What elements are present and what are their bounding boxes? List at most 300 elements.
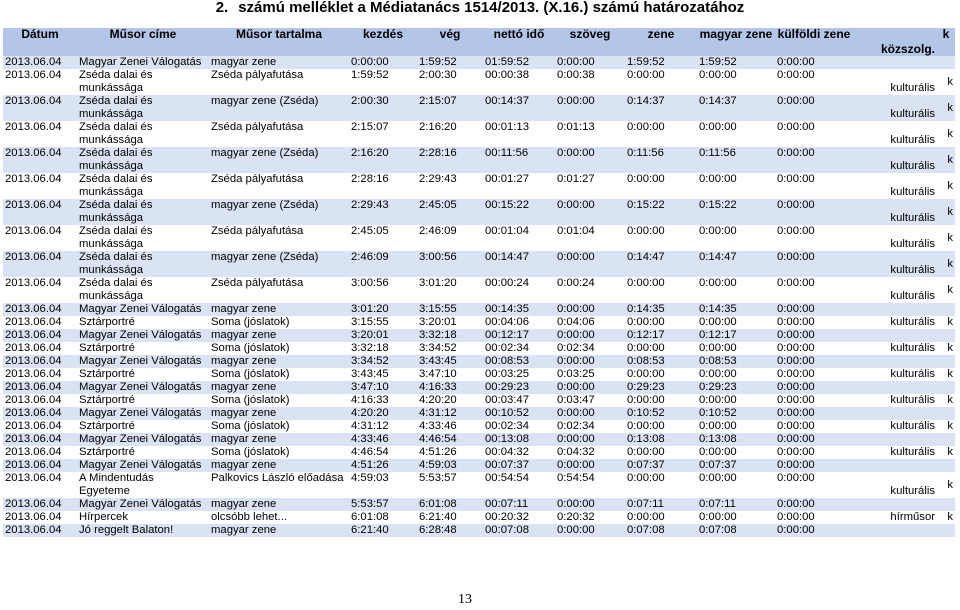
cell-hungarian-music: 1:59:52: [697, 56, 775, 69]
cell-k: k: [937, 251, 955, 277]
cell-end: 2:16:20: [419, 121, 457, 133]
cell-text: 0:00:00: [555, 95, 625, 121]
header-hungarian-music: magyar zene: [697, 28, 775, 56]
table-row: [3, 342, 955, 355]
cell-foreign-music: 0:00:00: [775, 355, 853, 368]
cell-date: 2013.06.04: [3, 199, 77, 225]
cell-hungarian-music: 0:07:37: [697, 459, 775, 472]
cell-program-content: Zséda pályafutása: [211, 277, 304, 289]
table-row: [3, 56, 955, 69]
cell-start: 2:28:16: [351, 173, 389, 185]
cell-date: 2013.06.04: [5, 420, 62, 432]
cell-date: 2013.06.04: [5, 316, 62, 328]
cell-text: 0:00:00: [555, 433, 625, 446]
table-row: [3, 511, 955, 524]
cell-foreign-music: 0:00:00: [775, 433, 853, 446]
cell-music: 0:11:56: [625, 147, 697, 173]
cell-net-time: 00:03:47: [485, 394, 529, 406]
header-date: Dátum: [3, 28, 77, 56]
cell-foreign-music: 0:00:00: [777, 342, 815, 354]
cell-start: 6:01:08: [351, 511, 389, 523]
cell-k: k: [947, 478, 953, 491]
cell-net-time: 00:11:56: [483, 147, 555, 173]
cell-end: 4:31:12: [417, 407, 483, 420]
cell-start: 3:01:20: [349, 303, 417, 316]
cell-music: 0:00:00: [627, 472, 665, 484]
cell-text: 0:00:00: [555, 459, 625, 472]
cell-k: [937, 433, 955, 446]
cell-k: k: [947, 420, 953, 432]
cell-k: k: [947, 394, 953, 406]
cell-k: [937, 524, 955, 537]
cell-k: [937, 407, 955, 420]
cell-net-time: 00:00:38: [485, 69, 529, 81]
page-title: [0, 0, 960, 16]
cell-k: [937, 355, 955, 368]
cell-k: k: [947, 75, 953, 88]
cell-k: [937, 56, 955, 69]
cell-program-title: Sztárportré: [79, 394, 135, 406]
table-row: [3, 69, 955, 95]
header-music: zene: [625, 28, 697, 56]
cell-hungarian-music: 0:00:00: [699, 368, 737, 380]
header-foreign-music: külföldi zene: [775, 28, 853, 56]
cell-music: 0:00:00: [627, 225, 665, 237]
cell-text: 0:03:25: [557, 368, 595, 380]
cell-public-service: [853, 329, 937, 342]
header-net-time: nettó idő: [483, 28, 555, 56]
cell-k: [937, 303, 955, 316]
cell-program-content: Soma (jóslatok): [211, 316, 290, 328]
header-program-title: Műsor címe: [77, 28, 209, 56]
cell-date: 2013.06.04: [5, 394, 62, 406]
cell-end: 2:45:05: [417, 199, 483, 225]
cell-program-title: Zséda dalai és munkássága: [79, 173, 153, 198]
cell-program-title: Magyar Zenei Válogatás: [77, 56, 209, 69]
cell-program-title: Zséda dalai és munkássága: [77, 147, 209, 173]
cell-net-time: 00:15:22: [483, 199, 555, 225]
cell-program-title: Zséda dalai és munkássága: [79, 277, 153, 302]
cell-end: 3:32:18: [417, 329, 483, 342]
cell-end: 4:20:20: [419, 394, 457, 406]
cell-program-content: Soma (jóslatok): [211, 368, 290, 380]
cell-music: 0:14:35: [625, 303, 697, 316]
cell-foreign-music: 0:00:00: [775, 303, 853, 316]
title-number: 2.: [215, 0, 229, 16]
cell-start: 3:32:18: [351, 342, 389, 354]
cell-program-title: Hírpercek: [79, 511, 128, 523]
cell-text: 0:00:00: [555, 147, 625, 173]
cell-foreign-music: 0:00:00: [775, 381, 853, 394]
cell-music: 0:00:00: [627, 173, 665, 185]
cell-program-title: Magyar Zenei Válogatás: [77, 407, 209, 420]
table-row: [3, 251, 955, 277]
cell-k: k: [947, 342, 953, 354]
cell-text: 0:00:24: [557, 277, 595, 289]
cell-foreign-music: 0:00:00: [777, 511, 815, 523]
table-body: [3, 56, 955, 537]
cell-program-title: A Mindentudás Egyeteme: [79, 472, 154, 497]
cell-program-title: Magyar Zenei Válogatás: [77, 329, 209, 342]
cell-k: k: [947, 179, 953, 192]
cell-date: 2013.06.04: [5, 472, 62, 484]
cell-foreign-music: 0:00:00: [775, 407, 853, 420]
cell-program-content: magyar zene: [209, 524, 349, 537]
cell-net-time: 00:14:47: [483, 251, 555, 277]
cell-text: 0:00:00: [555, 329, 625, 342]
cell-hungarian-music: 0:07:11: [697, 498, 775, 511]
cell-start: 6:21:40: [349, 524, 417, 537]
cell-music: 0:07:37: [625, 459, 697, 472]
cell-program-content: Soma (jóslatok): [211, 420, 290, 432]
cell-text: 0:00:00: [555, 355, 625, 368]
cell-net-time: 00:01:04: [485, 225, 529, 237]
cell-start: 2:29:43: [349, 199, 417, 225]
cell-music: 0:07:11: [625, 498, 697, 511]
cell-text: 0:01:13: [557, 121, 595, 133]
cell-hungarian-music: 0:00:00: [699, 69, 737, 81]
cell-start: 2:00:30: [349, 95, 417, 121]
cell-k: k: [937, 199, 955, 225]
table-row: [3, 147, 955, 173]
cell-hungarian-music: 0:00:00: [699, 511, 737, 523]
cell-net-time: 00:14:35: [483, 303, 555, 316]
cell-text: 0:00:00: [555, 407, 625, 420]
cell-public-service: [853, 459, 937, 472]
cell-hungarian-music: 0:00:00: [699, 121, 737, 133]
cell-date: 2013.06.04: [3, 524, 77, 537]
cell-program-title: Magyar Zenei Válogatás: [77, 381, 209, 394]
cell-start: 1:59:52: [351, 69, 389, 81]
cell-net-time: 00:20:32: [485, 511, 529, 523]
cell-end: 3:47:10: [419, 368, 457, 380]
cell-foreign-music: 0:00:00: [775, 95, 853, 121]
cell-date: 2013.06.04: [5, 342, 62, 354]
cell-program-title: Magyar Zenei Válogatás: [77, 355, 209, 368]
cell-k: k: [937, 147, 955, 173]
cell-program-content: magyar zene: [209, 56, 349, 69]
cell-date: 2013.06.04: [3, 407, 77, 420]
header-text: szöveg: [555, 28, 625, 56]
table-row: [3, 394, 955, 407]
cell-music: 1:59:52: [625, 56, 697, 69]
cell-foreign-music: 0:00:00: [777, 394, 815, 406]
cell-public-service: kulturális: [890, 82, 935, 94]
cell-start: 3:43:45: [351, 368, 389, 380]
cell-program-title: Magyar Zenei Válogatás: [77, 433, 209, 446]
cell-start: 5:53:57: [349, 498, 417, 511]
cell-public-service: kulturális: [890, 485, 935, 497]
cell-public-service: kulturális: [853, 95, 937, 121]
cell-foreign-music: 0:00:00: [775, 251, 853, 277]
cell-public-service: kulturális: [890, 394, 935, 406]
cell-date: 2013.06.04: [3, 498, 77, 511]
cell-start: 3:47:10: [349, 381, 417, 394]
cell-program-content: magyar zene: [209, 355, 349, 368]
cell-program-title: Zséda dalai és munkássága: [77, 251, 209, 277]
cell-foreign-music: 0:00:00: [775, 498, 853, 511]
cell-music: 0:00:00: [627, 420, 665, 432]
cell-foreign-music: 0:00:00: [775, 56, 853, 69]
cell-program-title: Zséda dalai és munkássága: [79, 121, 153, 146]
cell-k: k: [947, 283, 953, 296]
cell-start: 2:45:05: [351, 225, 389, 237]
table-header-row: [3, 28, 955, 56]
cell-start: 3:20:01: [349, 329, 417, 342]
cell-program-title: Magyar Zenei Válogatás: [77, 303, 209, 316]
cell-date: 2013.06.04: [5, 368, 62, 380]
cell-foreign-music: 0:00:00: [777, 121, 815, 133]
cell-program-content: magyar zene (Zséda): [209, 199, 349, 225]
cell-date: 2013.06.04: [5, 446, 62, 458]
cell-net-time: 00:54:54: [485, 472, 529, 484]
cell-public-service: kulturális: [890, 290, 935, 302]
cell-text: 0:00:00: [555, 524, 625, 537]
cell-start: 0:00:00: [349, 56, 417, 69]
cell-date: 2013.06.04: [3, 459, 77, 472]
table-row: [3, 95, 955, 121]
cell-music: 0:15:22: [625, 199, 697, 225]
cell-foreign-music: 0:00:00: [777, 277, 815, 289]
header-end: vég: [417, 28, 483, 56]
cell-end: 5:53:57: [419, 472, 457, 484]
cell-k: k: [947, 316, 953, 328]
cell-date: 2013.06.04: [5, 69, 62, 81]
cell-hungarian-music: 0:15:22: [697, 199, 775, 225]
cell-hungarian-music: 0:00:00: [699, 225, 737, 237]
cell-text: 0:00:00: [555, 381, 625, 394]
cell-hungarian-music: 0:14:37: [697, 95, 775, 121]
cell-end: 4:51:26: [419, 446, 457, 458]
cell-net-time: 00:07:37: [483, 459, 555, 472]
cell-date: 2013.06.04: [3, 433, 77, 446]
cell-hungarian-music: 0:13:08: [697, 433, 775, 446]
cell-public-service: [853, 433, 937, 446]
cell-net-time: 00:13:08: [483, 433, 555, 446]
cell-net-time: 00:01:13: [485, 121, 529, 133]
cell-net-time: 00:02:34: [485, 420, 529, 432]
cell-hungarian-music: 0:12:17: [697, 329, 775, 342]
cell-net-time: 00:08:53: [483, 355, 555, 368]
cell-program-title: Magyar Zenei Válogatás: [77, 498, 209, 511]
table-row: [3, 173, 955, 199]
cell-end: 4:46:54: [417, 433, 483, 446]
cell-hungarian-music: 0:00:00: [699, 342, 737, 354]
cell-net-time: 00:12:17: [483, 329, 555, 342]
cell-program-title: Sztárportré: [79, 368, 135, 380]
cell-music: 0:00:00: [627, 121, 665, 133]
cell-program-content: Zséda pályafutása: [211, 69, 304, 81]
cell-text: 0:00:00: [555, 498, 625, 511]
cell-end: 3:15:55: [417, 303, 483, 316]
cell-k: k: [947, 446, 953, 458]
page-number: 13: [458, 592, 472, 607]
cell-program-content: Zséda pályafutása: [211, 173, 304, 185]
cell-text: 0:02:34: [557, 342, 595, 354]
cell-music: 0:00:00: [627, 368, 665, 380]
cell-public-service: kulturális: [890, 446, 935, 458]
cell-program-content: Soma (jóslatok): [211, 394, 290, 406]
cell-program-content: magyar zene: [209, 407, 349, 420]
cell-text: 0:00:00: [555, 199, 625, 225]
cell-date: 2013.06.04: [3, 147, 77, 173]
cell-program-content: magyar zene: [209, 498, 349, 511]
cell-date: 2013.06.04: [3, 303, 77, 316]
cell-k: [937, 381, 955, 394]
cell-end: 3:34:52: [419, 342, 457, 354]
cell-music: 0:00:00: [627, 277, 665, 289]
cell-program-content: magyar zene: [209, 303, 349, 316]
table-row: [3, 524, 955, 537]
table-row: [3, 329, 955, 342]
cell-start: 4:51:26: [349, 459, 417, 472]
cell-net-time: 00:10:52: [483, 407, 555, 420]
header-start: kezdés: [349, 28, 417, 56]
cell-start: 4:46:54: [351, 446, 389, 458]
cell-hungarian-music: 0:29:23: [697, 381, 775, 394]
cell-program-content: Palkovics László előadása: [211, 472, 344, 484]
cell-date: 2013.06.04: [3, 251, 77, 277]
table-row: [3, 355, 955, 368]
cell-date: 2013.06.04: [3, 329, 77, 342]
cell-music: 0:00:00: [627, 394, 665, 406]
cell-end: 1:59:52: [417, 56, 483, 69]
cell-foreign-music: 0:00:00: [777, 368, 815, 380]
header-program-content: Műsor tartalma: [209, 28, 349, 56]
table-row: [3, 472, 955, 498]
cell-net-time: 00:29:23: [483, 381, 555, 394]
cell-end: 6:28:48: [417, 524, 483, 537]
cell-foreign-music: 0:00:00: [777, 446, 815, 458]
cell-text: 0:20:32: [557, 511, 595, 523]
cell-net-time: 00:14:37: [483, 95, 555, 121]
cell-date: 2013.06.04: [5, 277, 62, 289]
cell-music: 0:14:37: [625, 95, 697, 121]
cell-net-time: 00:04:06: [485, 316, 529, 328]
table-row: [3, 199, 955, 225]
cell-music: 0:14:47: [625, 251, 697, 277]
cell-text: 0:02:34: [557, 420, 595, 432]
table-row: [3, 368, 955, 381]
cell-public-service: kulturális: [890, 186, 935, 198]
cell-foreign-music: 0:00:00: [775, 147, 853, 173]
cell-program-title: Zséda dalai és munkássága: [79, 225, 153, 250]
cell-hungarian-music: 0:14:47: [697, 251, 775, 277]
cell-program-content: Zséda pályafutása: [211, 121, 304, 133]
cell-public-service: kulturális: [890, 134, 935, 146]
cell-k: k: [937, 95, 955, 121]
cell-end: 4:33:46: [419, 420, 457, 432]
cell-text: 0:00:00: [555, 56, 625, 69]
cell-start: 2:46:09: [349, 251, 417, 277]
cell-public-service: [853, 524, 937, 537]
cell-music: 0:29:23: [625, 381, 697, 394]
cell-hungarian-music: 0:07:08: [697, 524, 775, 537]
cell-program-title: Sztárportré: [79, 342, 135, 354]
cell-program-title: Sztárportré: [79, 446, 135, 458]
table-row: [3, 277, 955, 303]
cell-net-time: 00:02:34: [485, 342, 529, 354]
cell-program-content: magyar zene (Zséda): [209, 251, 349, 277]
cell-date: 2013.06.04: [5, 511, 62, 523]
table-row: [3, 316, 955, 329]
cell-program-content: magyar zene: [209, 459, 349, 472]
cell-public-service: hírműsor: [890, 511, 935, 523]
cell-end: 3:20:01: [419, 316, 457, 328]
cell-k: k: [947, 127, 953, 140]
cell-foreign-music: 0:00:00: [775, 329, 853, 342]
cell-start: 4:31:12: [351, 420, 389, 432]
cell-hungarian-music: 0:00:00: [699, 173, 737, 185]
cell-net-time: 00:07:08: [483, 524, 555, 537]
cell-end: 2:29:43: [419, 173, 457, 185]
cell-program-title: Sztárportré: [79, 316, 135, 328]
cell-net-time: 00:00:24: [485, 277, 529, 289]
cell-program-content: magyar zene: [209, 433, 349, 446]
cell-start: 4:16:33: [351, 394, 389, 406]
cell-public-service: kulturális: [853, 251, 937, 277]
cell-hungarian-music: 0:08:53: [697, 355, 775, 368]
cell-text: 0:03:47: [557, 394, 595, 406]
cell-date: 2013.06.04: [5, 225, 62, 237]
cell-public-service: [853, 303, 937, 316]
cell-music: 0:00:00: [627, 316, 665, 328]
cell-end: 4:16:33: [417, 381, 483, 394]
cell-program-content: magyar zene (Zséda): [209, 95, 349, 121]
cell-program-content: magyar zene: [209, 329, 349, 342]
cell-text: 0:00:00: [555, 303, 625, 316]
cell-public-service: [853, 498, 937, 511]
cell-public-service: [853, 381, 937, 394]
cell-music: 0:08:53: [625, 355, 697, 368]
cell-k: [937, 459, 955, 472]
cell-program-title: Magyar Zenei Válogatás: [77, 459, 209, 472]
cell-program-content: Zséda pályafutása: [211, 225, 304, 237]
cell-text: 0:04:32: [557, 446, 595, 458]
cell-text: 0:01:27: [557, 173, 595, 185]
cell-foreign-music: 0:00:00: [777, 472, 815, 484]
cell-start: 2:16:20: [349, 147, 417, 173]
table-row: [3, 121, 955, 147]
header-k: k: [937, 28, 955, 56]
cell-date: 2013.06.04: [5, 173, 62, 185]
cell-foreign-music: 0:00:00: [777, 69, 815, 81]
table-row: [3, 303, 955, 316]
cell-program-title: Sztárportré: [79, 420, 135, 432]
cell-music: 0:00:00: [627, 69, 665, 81]
cell-public-service: kulturális: [853, 147, 937, 173]
table-row: [3, 433, 955, 446]
cell-end: 3:00:56: [417, 251, 483, 277]
cell-start: 3:00:56: [351, 277, 389, 289]
cell-foreign-music: 0:00:00: [775, 199, 853, 225]
cell-start: 4:59:03: [351, 472, 389, 484]
cell-start: 2:15:07: [351, 121, 389, 133]
cell-k: k: [947, 511, 953, 523]
cell-k: k: [947, 231, 953, 244]
cell-date: 2013.06.04: [3, 381, 77, 394]
table-row: [3, 407, 955, 420]
cell-end: 4:59:03: [417, 459, 483, 472]
cell-program-content: magyar zene (Zséda): [209, 147, 349, 173]
cell-foreign-music: 0:00:00: [775, 524, 853, 537]
cell-program-content: magyar zene: [209, 381, 349, 394]
cell-music: 0:10:52: [625, 407, 697, 420]
cell-net-time: 01:59:52: [483, 56, 555, 69]
cell-program-content: Soma (jóslatok): [211, 446, 290, 458]
cell-hungarian-music: 0:00:00: [699, 420, 737, 432]
cell-hungarian-music: 0:11:56: [697, 147, 775, 173]
